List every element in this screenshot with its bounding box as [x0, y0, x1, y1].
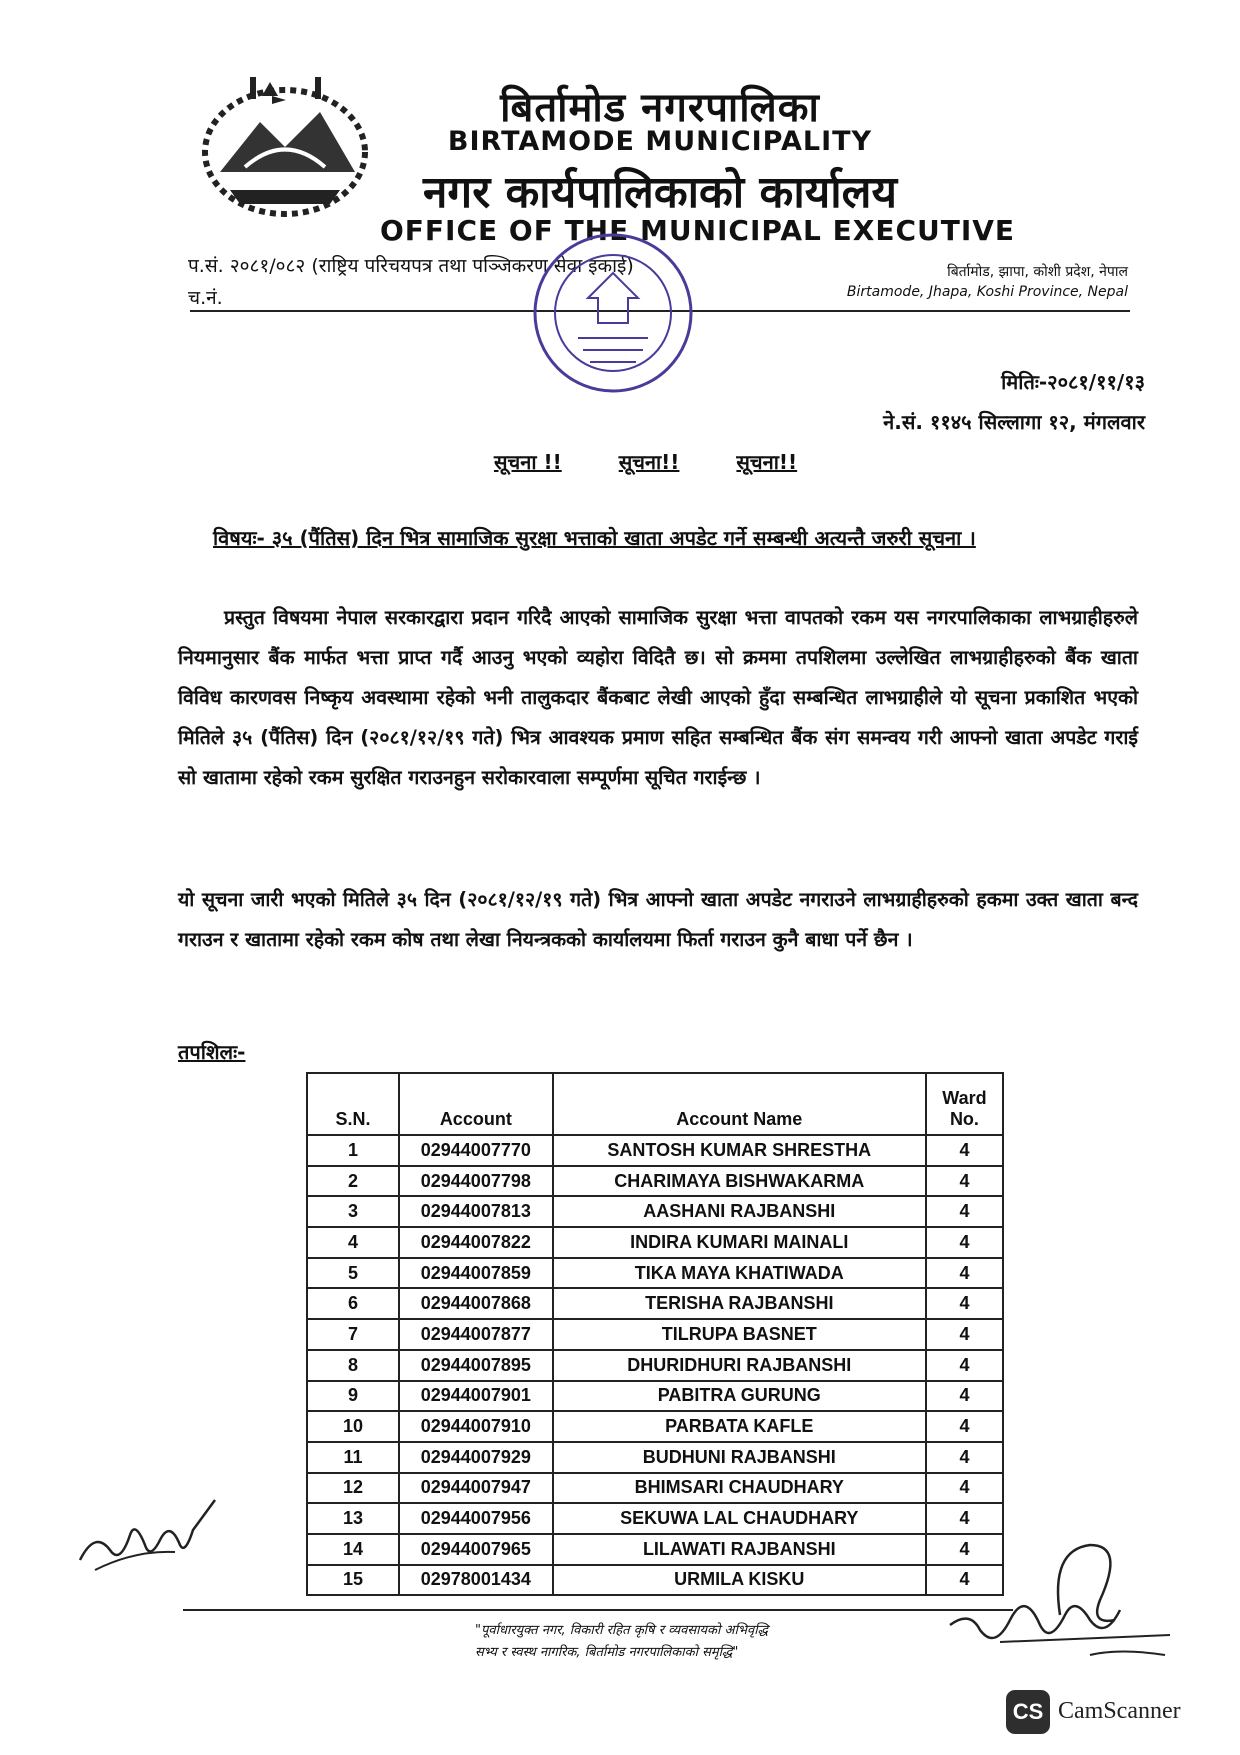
table-row	[307, 1411, 1003, 1442]
office-name-np: नगर कार्यपालिकाको कार्यालय	[423, 167, 897, 218]
cell-sn: 10	[307, 1411, 399, 1442]
header-account-name: Account Name	[553, 1073, 926, 1135]
cell-account: 02944007798	[399, 1166, 553, 1197]
address-en: Birtamode, Jhapa, Koshi Province, Nepal	[846, 284, 1128, 300]
table-row	[307, 1258, 1003, 1289]
cell-account-name: BUDHUNI RAJBANSHI	[553, 1442, 926, 1473]
camscanner-watermark: CamScanner	[1058, 1698, 1181, 1724]
table-row	[307, 1503, 1003, 1534]
cell-account-name: PABITRA GURUNG	[553, 1381, 926, 1412]
cell-account: 02944007947	[399, 1473, 553, 1504]
cell-ward: 4	[926, 1258, 1003, 1289]
cell-sn: 11	[307, 1442, 399, 1473]
cell-ward: 4	[926, 1381, 1003, 1412]
cell-sn: 5	[307, 1258, 399, 1289]
cell-account-name: SANTOSH KUMAR SHRESTHA	[553, 1135, 926, 1166]
subject-line: विषयः- ३५ (पैंतिस) दिन भित्र सामाजिक सुरक्षा भत्ताको खाता अपडेट गर्ने सम्बन्धी अत्यन्तै जरुरी सूचना ।	[213, 526, 976, 550]
cell-sn: 2	[307, 1166, 399, 1197]
cell-account-name: LILAWATI RAJBANSHI	[553, 1534, 926, 1565]
cell-account: 02944007895	[399, 1350, 553, 1381]
cell-ward: 4	[926, 1135, 1003, 1166]
table-row	[307, 1534, 1003, 1565]
table-row	[307, 1381, 1003, 1412]
table-row	[307, 1565, 1003, 1596]
cell-account: 02944007859	[399, 1258, 553, 1289]
cell-account-name: PARBATA KAFLE	[553, 1411, 926, 1442]
cell-account: 02944007901	[399, 1381, 553, 1412]
body-paragraph-1: प्रस्तुत विषयमा नेपाल सरकारद्वारा प्रदान गरिदै आएको सामाजिक सुरक्षा भत्ता वापतको रकम यस नगरपालिकाका लाभग्राहीहरुले नियमानुसार बैंक मार्फत भत्ता प्राप्त गर्दै आउनु भएको व्यहोरा विदितै छ। सो क्रममा तपशिलमा उल्लेखित लाभग्राहीहरुको बैंक खाता विविध कारणवस निष्कृय अवस्थामा रहेको भनी तालुकदार बैंकबाट लेखी आएको हुँदा सम्बन्धित लाभग्राहीले यो सूचना प्रकाशित भएको मितिले ३५ (पैंतिस) दिन (२०८१/१२/१९ गते) भित्र आवश्यक प्रमाण सहित सम्बन्धित बैंक संग समन्वय गरी आफ्नो खाता अपडेट गराई सो खातामा रहेको रकम सुरक्षित गराउनहुन सरोकारवाला सम्पूर्णमा सूचित गराईन्छ ।	[178, 606, 1138, 789]
cell-account: 02944007965	[399, 1534, 553, 1565]
cell-account: 02944007929	[399, 1442, 553, 1473]
cell-account-name: INDIRA KUMARI MAINALI	[553, 1227, 926, 1258]
header-account: Account	[399, 1073, 553, 1135]
cell-sn: 13	[307, 1503, 399, 1534]
table-row	[307, 1319, 1003, 1350]
header-ward-no	[926, 1073, 1003, 1135]
table-row	[307, 1196, 1003, 1227]
office-name-en: OFFICE OF THE MUNICIPAL EXECUTIVE	[380, 214, 1016, 247]
table-row	[307, 1350, 1003, 1381]
date-bs: मितिः-२०८१/११/१३	[1001, 370, 1145, 394]
cell-sn: 15	[307, 1565, 399, 1596]
cell-ward: 4	[926, 1350, 1003, 1381]
cell-ward: 4	[926, 1288, 1003, 1319]
cell-account: 02944007877	[399, 1319, 553, 1350]
cell-account-name: TILRUPA BASNET	[553, 1319, 926, 1350]
cell-ward: 4	[926, 1442, 1003, 1473]
footer-slogan-line2: सभ्य र स्वस्थ नागरिक, बिर्तामोड नगरपालिकाको समृद्धि"	[475, 1645, 739, 1660]
cell-ward: 4	[926, 1411, 1003, 1442]
cell-ward: 4	[926, 1319, 1003, 1350]
cell-account: 02944007956	[399, 1503, 553, 1534]
cell-sn: 12	[307, 1473, 399, 1504]
cell-sn: 6	[307, 1288, 399, 1319]
cell-sn: 4	[307, 1227, 399, 1258]
table-header-row	[307, 1073, 1003, 1135]
dispatch-number: च.नं.	[188, 287, 223, 309]
cell-account: 02944007822	[399, 1227, 553, 1258]
camscanner-logo-icon: CS	[1006, 1690, 1050, 1734]
cell-sn: 7	[307, 1319, 399, 1350]
table-title: तपशिलः-	[178, 1040, 246, 1064]
cell-account-name: TERISHA RAJBANSHI	[553, 1288, 926, 1319]
cell-sn: 9	[307, 1381, 399, 1412]
cell-ward: 4	[926, 1227, 1003, 1258]
nepal-emblem-icon	[190, 72, 380, 222]
header-ward-line1: Ward	[942, 1088, 987, 1108]
reference-number: प.सं. २०८१/०८२ (राष्ट्रिय परिचयपत्र तथा पञ्जिकरण सेवा इकाई)	[188, 255, 634, 277]
address-np: बिर्तामोड, झापा, कोशी प्रदेश, नेपाल	[947, 264, 1128, 280]
signature-right	[940, 1530, 1180, 1670]
date-nepal-sambat: ने.सं. ११४५ सिल्लागा १२, मंगलवार	[883, 410, 1145, 434]
cell-account: 02944007910	[399, 1411, 553, 1442]
table-row	[307, 1473, 1003, 1504]
cell-account: 02944007770	[399, 1135, 553, 1166]
cell-sn: 1	[307, 1135, 399, 1166]
signature-left	[75, 1490, 255, 1580]
notice-heading	[494, 448, 847, 475]
cell-ward: 4	[926, 1166, 1003, 1197]
cell-account-name: BHIMSARI CHAUDHARY	[553, 1473, 926, 1504]
table-row	[307, 1288, 1003, 1319]
municipality-name-np: बिर्तामोड नगरपालिका	[500, 85, 820, 131]
office-stamp	[528, 228, 698, 398]
cell-ward: 4	[926, 1196, 1003, 1227]
cell-ward: 4	[926, 1503, 1003, 1534]
cell-account-name: CHARIMAYA BISHWAKARMA	[553, 1166, 926, 1197]
header-sn: S.N.	[307, 1073, 399, 1135]
cell-ward: 4	[926, 1473, 1003, 1504]
table-row	[307, 1227, 1003, 1258]
cell-account: 02944007868	[399, 1288, 553, 1319]
cell-account: 02978001434	[399, 1565, 553, 1596]
cell-account-name: SEKUWA LAL CHAUDHARY	[553, 1503, 926, 1534]
cell-sn: 3	[307, 1196, 399, 1227]
notice-word: सूचना !!	[494, 450, 562, 474]
cell-account-name: DHURIDHURI RAJBANSHI	[553, 1350, 926, 1381]
footer-divider	[183, 1609, 1013, 1611]
cell-account-name: TIKA MAYA KHATIWADA	[553, 1258, 926, 1289]
notice-word: सूचना!!	[618, 450, 680, 474]
table-row	[307, 1166, 1003, 1197]
municipality-name-en: BIRTAMODE MUNICIPALITY	[447, 126, 873, 157]
beneficiary-table	[306, 1072, 1004, 1596]
cell-sn: 14	[307, 1534, 399, 1565]
cell-account-name: AASHANI RAJBANSHI	[553, 1196, 926, 1227]
header-ward-line2: No.	[949, 1109, 979, 1129]
table-row	[307, 1135, 1003, 1166]
notice-word: सूचना!!	[736, 450, 798, 474]
cell-ward: 4	[926, 1565, 1003, 1596]
table-row	[307, 1442, 1003, 1473]
cell-ward: 4	[926, 1534, 1003, 1565]
cell-account-name: URMILA KISKU	[553, 1565, 926, 1596]
cell-account: 02944007813	[399, 1196, 553, 1227]
cell-sn: 8	[307, 1350, 399, 1381]
body-paragraph-2: यो सूचना जारी भएको मितिले ३५ दिन (२०८१/१२/१९ गते) भित्र आफ्नो खाता अपडेट नगराउने लाभग्राहीहरुको हकमा उक्त खाता बन्द गराउन र खातामा रहेको रकम कोष तथा लेखा नियन्त्रकको कार्यालयमा फिर्ता गराउन कुनै बाधा पर्ने छैन ।	[178, 888, 1138, 951]
footer-slogan-line1: "पूर्वाधारयुक्त नगर, विकारी रहित कृषि र व्यवसायको अभिवृद्धि	[475, 1623, 768, 1638]
